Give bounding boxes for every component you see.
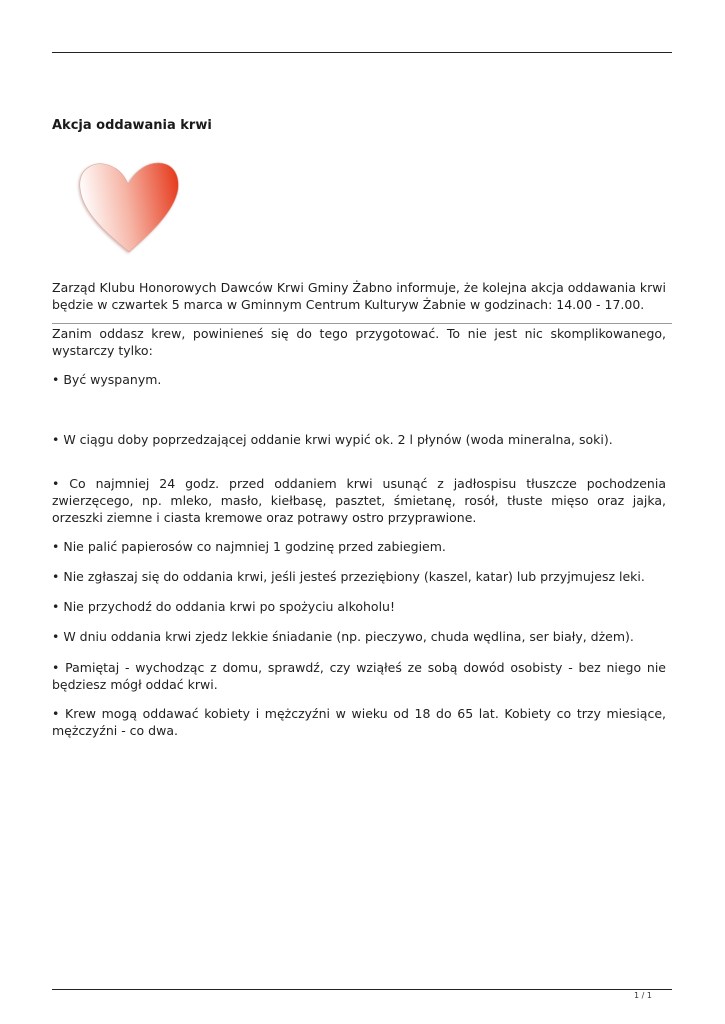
heart-shape xyxy=(80,163,179,252)
footer-rule xyxy=(52,989,672,990)
bullet-item: • Krew mogą oddawać kobiety i mężczyźni w wieku od 18 do 65 lat. Kobiety co trzy miesiące, mężczyźni - co dwa. xyxy=(52,706,666,738)
intro-paragraph: Zarząd Klubu Honorowych Dawców Krwi Gminy Żabno informuje, że kolejna akcja oddawania krwi będzie w czwartek 5 marca w Gminnym Centrum Kulturyw Żabnie w godzinach: 14.00 - 17.00. xyxy=(52,280,666,312)
page-number: 1 / 1 xyxy=(634,991,652,1000)
article-title: Akcja oddawania krwi xyxy=(52,118,212,133)
bullet-item: • W dniu oddania krwi zjedz lekkie śniadanie (np. pieczywo, chuda wędlina, ser biały, dżem). xyxy=(52,629,634,644)
bullet-item: • Nie palić papierosów co najmniej 1 godzinę przed zabiegiem. xyxy=(52,539,446,554)
preparation-paragraph: Zanim oddasz krew, powinieneś się do tego przygotować. To nie jest nic skomplikowanego, wystarczy tylko: xyxy=(52,326,666,358)
bullet-item: • Pamiętaj - wychodząc z domu, sprawdź, czy wziąłeś ze sobą dowód osobisty - bez niego nie będziesz mógł oddać krwi. xyxy=(52,660,666,692)
bullet-item: • Nie przychodź do oddania krwi po spożyciu alkoholu! xyxy=(52,599,395,614)
bullet-item: • Co najmniej 24 godz. przed oddaniem krwi usunąć z jadłospisu tłuszcze pochodzenia zwierzęcego, np. mleko, masło, kiełbasę, pasztet, śmietanę, rosół, tłuste mięso oraz jajka, orzeszki ziemne i ciasta kremowe oraz potrawy ostro przyprawione. xyxy=(52,476,666,525)
bullet-item: • Nie zgłaszaj się do oddania krwi, jeśli jesteś przeziębiony (kaszel, katar) lub przyjmujesz leki. xyxy=(52,569,645,584)
separator-rule xyxy=(52,323,672,324)
header-rule xyxy=(52,52,672,53)
bullet-item: • W ciągu doby poprzedzającej oddanie krwi wypić ok. 2 l płynów (woda mineralna, soki). xyxy=(52,432,613,447)
bullet-item: • Być wyspanym. xyxy=(52,372,162,387)
heart-icon xyxy=(52,148,208,262)
